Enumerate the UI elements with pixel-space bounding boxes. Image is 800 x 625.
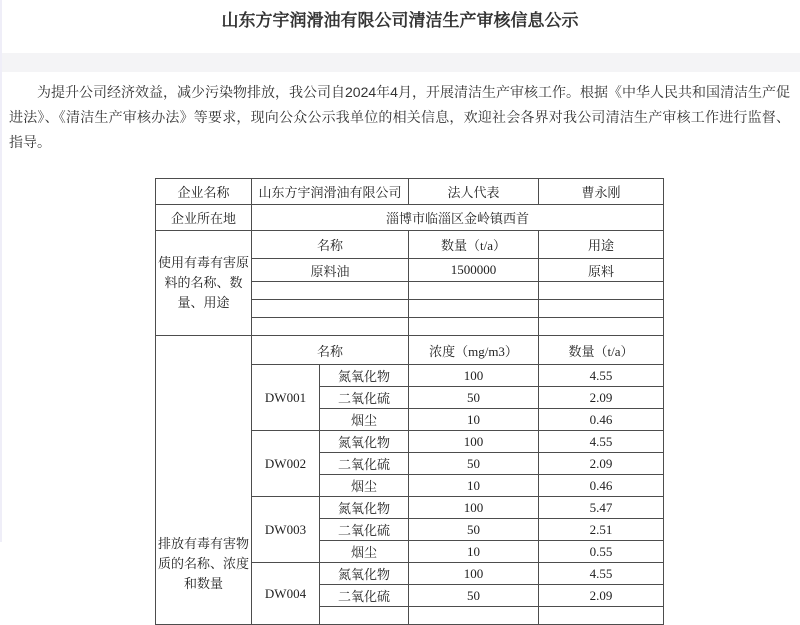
pollutant-qty: 0.46 [539, 409, 664, 431]
pollutant-conc: 10 [409, 409, 539, 431]
pollutant-qty [539, 607, 664, 625]
pollutant-qty: 4.55 [539, 431, 664, 453]
pollutant-conc: 50 [409, 519, 539, 541]
pollutant-name: 烟尘 [320, 475, 409, 497]
pollutant-conc: 50 [409, 585, 539, 607]
pollutant-conc: 50 [409, 453, 539, 475]
pollutant-name: 烟尘 [320, 409, 409, 431]
pollutant-name: 氮氧化物 [320, 563, 409, 585]
material-name [252, 318, 409, 336]
outlet-id: DW004 [252, 563, 320, 625]
location-value: 淄博市临淄区金岭镇西首 [252, 205, 664, 231]
pollutant-conc: 100 [409, 497, 539, 519]
pollutant-qty: 5.47 [539, 497, 664, 519]
material-qty [409, 300, 539, 318]
pollutant-qty: 2.09 [539, 387, 664, 409]
location-label: 企业所在地 [156, 205, 252, 231]
pollutant-conc: 50 [409, 387, 539, 409]
col-header-material-use: 用途 [539, 231, 664, 259]
col-header-material-qty: 数量（t/a） [409, 231, 539, 259]
content-area [0, 72, 800, 625]
material-qty [409, 318, 539, 336]
material-name [252, 300, 409, 318]
pollutant-conc: 10 [409, 541, 539, 563]
pollutant-name: 二氧化硫 [320, 453, 409, 475]
pollutant-conc: 100 [409, 365, 539, 387]
company-name-label: 企业名称 [156, 179, 252, 205]
emissions-section-label [156, 336, 252, 625]
pollutant-qty: 4.55 [539, 365, 664, 387]
pollutant-conc: 10 [409, 475, 539, 497]
pollutant-conc: 100 [409, 431, 539, 453]
page-header [0, 0, 800, 53]
legal-rep-label: 法人代表 [409, 179, 539, 205]
page-title: 山东方宇润滑油有限公司清洁生产审核信息公示 [221, 11, 579, 30]
material-qty: 1500000 [409, 259, 539, 282]
pollutant-name: 二氧化硫 [320, 387, 409, 409]
pollutant-qty: 2.51 [539, 519, 664, 541]
pollutant-name: 氮氧化物 [320, 431, 409, 453]
intro-paragraph: 为提升公司经济效益，减少污染物排放，我公司自2024年4月，开展清洁生产审核工作。根据《中华人民共和国清洁生产促进法》、《清洁生产审核办法》等要求，现向公众公示我单位的相关信息，欢迎社会各界对我公司清洁生产审核工作进行监督、指导。 [9, 84, 790, 150]
col-header-pollutant-name: 名称 [252, 336, 409, 365]
pollutant-name: 烟尘 [320, 541, 409, 563]
materials-section-label: 使用有毒有害原料的名称、数量、用途 [156, 231, 252, 336]
pollutant-name: 二氧化硫 [320, 585, 409, 607]
pollutant-name: 氮氧化物 [320, 497, 409, 519]
emissions-section-label-text: 排放有毒有害物质的名称、浓度和数量 [158, 535, 250, 591]
material-use [539, 282, 664, 300]
outlet-id: DW003 [252, 497, 320, 563]
pollutant-conc: 100 [409, 563, 539, 585]
location-row [156, 205, 664, 231]
materials-header-row [156, 231, 664, 259]
pollutant-qty: 0.55 [539, 541, 664, 563]
material-name: 原料油 [252, 259, 409, 282]
pollutant-name: 氮氧化物 [320, 365, 409, 387]
audit-info-table [155, 178, 664, 625]
outlet-id: DW001 [252, 365, 320, 431]
company-name-value: 山东方宇润滑油有限公司 [252, 179, 409, 205]
page-left-edge [0, 0, 2, 542]
pollutant-qty: 2.09 [539, 585, 664, 607]
material-name [252, 282, 409, 300]
emissions-header-row [156, 336, 664, 365]
pollutant-name [320, 607, 409, 625]
company-row [156, 179, 664, 205]
material-use [539, 300, 664, 318]
col-header-pollutant-conc: 浓度（mg/m3） [409, 336, 539, 365]
col-header-pollutant-qty: 数量（t/a） [539, 336, 664, 365]
col-header-material-name: 名称 [252, 231, 409, 259]
outlet-id: DW002 [252, 431, 320, 497]
pollutant-conc [409, 607, 539, 625]
material-use [539, 318, 664, 336]
pollutant-name: 二氧化硫 [320, 519, 409, 541]
section-divider [0, 53, 800, 72]
material-use: 原料 [539, 259, 664, 282]
material-qty [409, 282, 539, 300]
pollutant-qty: 0.46 [539, 475, 664, 497]
pollutant-qty: 4.55 [539, 563, 664, 585]
legal-rep-value: 曹永刚 [539, 179, 664, 205]
pollutant-qty: 2.09 [539, 453, 664, 475]
